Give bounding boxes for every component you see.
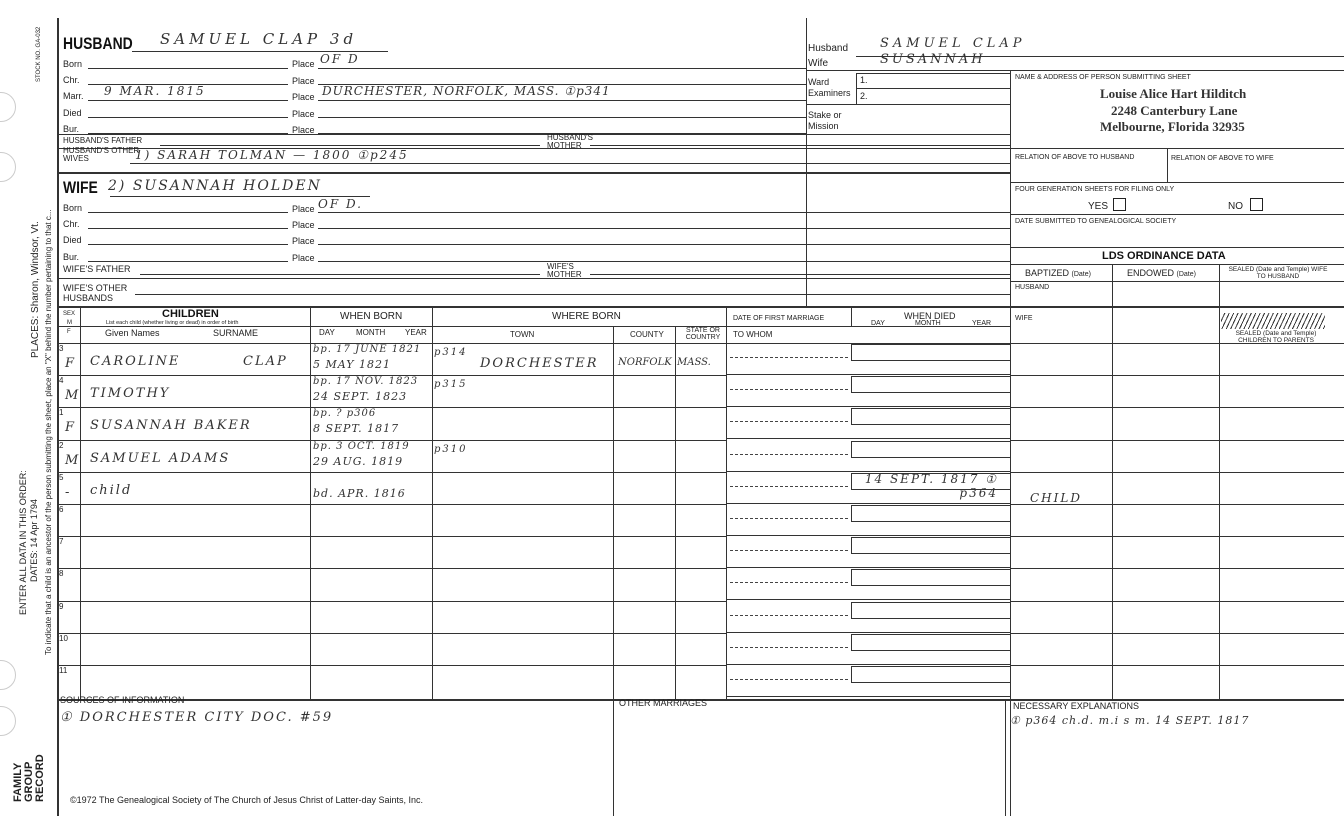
died-line [851, 650, 1010, 651]
child-lds: CHILD [1030, 491, 1082, 505]
place-label: Place [292, 125, 315, 135]
line [318, 68, 806, 69]
child-number: 8 [59, 569, 64, 578]
child-given-name: CAROLINE [90, 354, 181, 369]
wifes-mother-label: WIFE'S MOTHER [547, 262, 582, 279]
line [88, 244, 288, 245]
right-line-1 [1010, 148, 1344, 149]
month-header: MONTH [356, 328, 386, 337]
col-sex [80, 306, 81, 699]
relation-husband-label: RELATION OF ABOVE TO HUSBAND [1015, 154, 1135, 161]
died-divider [851, 634, 852, 650]
child-number: 10 [59, 634, 68, 643]
husband-block-bottom [57, 134, 1010, 135]
died-label: Died [63, 235, 82, 245]
table-row-divider [57, 504, 726, 505]
town-header: TOWN [510, 330, 535, 339]
other-wives-value: 1) SARAH TOLMAN — 1800 ①p245 [135, 148, 409, 162]
other-wives-label: HUSBAND'S OTHER WIVES [63, 146, 140, 163]
marriage-date-dash [730, 518, 848, 519]
place-label: Place [292, 204, 315, 214]
child-ref: p310 [434, 444, 468, 455]
died-divider [851, 344, 852, 360]
lds-row-divider [1010, 504, 1344, 505]
relation-wife-label: RELATION OF ABOVE TO WIFE [1171, 155, 1274, 162]
line [856, 73, 1010, 74]
day-header: DAY [319, 328, 335, 337]
marr-label: Marr. [63, 91, 84, 101]
died-line [851, 618, 1010, 619]
table-row-divider [57, 601, 726, 602]
child-given-name: SAMUEL ADAMS [90, 451, 231, 466]
line [318, 117, 806, 118]
stake-label: Stake or Mission [808, 110, 842, 131]
table-row-divider [57, 665, 726, 666]
line [88, 261, 288, 262]
line [88, 68, 288, 69]
submitter-label: NAME & ADDRESS OF PERSON SUBMITTING SHEET [1015, 74, 1191, 81]
child-death-date: 14 SEPT. 1817 ① p364 [864, 472, 998, 500]
died-divider [851, 441, 852, 457]
husband-born-place: OF D [320, 52, 360, 66]
no-label: NO [1228, 201, 1243, 212]
dates-note: DATES: 14 Apr 1794 [29, 499, 39, 582]
record-title: FAMILY GROUP RECORD [12, 754, 46, 802]
child-ref: p314 [434, 347, 468, 358]
line [88, 133, 288, 134]
child-baptism: bp. 17 JUNE 1821 [313, 344, 422, 355]
col-where [432, 306, 433, 699]
child-number: 4 [59, 376, 64, 385]
table-row-divider [57, 633, 726, 634]
chr-label: Chr. [63, 219, 80, 229]
died-day-header: DAY [871, 320, 885, 327]
when-born-header: WHEN BORN [340, 311, 403, 322]
died-line [851, 505, 1010, 506]
marriage-date-dash [730, 454, 848, 455]
to-whom-line [726, 696, 1010, 697]
table-row-divider [57, 568, 726, 569]
top-wife-value: SUSANNAH [880, 52, 986, 67]
died-line [851, 585, 1010, 586]
child-ref: p315 [434, 379, 468, 390]
state-header: STATE OR COUNTRY [685, 327, 721, 341]
submitter-line-3: Melbourne, Florida 32935 [1100, 119, 1245, 134]
when-died-header: WHEN DIED [904, 311, 956, 321]
child-number: 1 [59, 408, 64, 417]
place-label: Place [292, 236, 315, 246]
child-baptism: bp. 17 NOV. 1823 [313, 376, 419, 387]
marriage-date-dash [730, 647, 848, 648]
county-header: COUNTY [630, 330, 664, 339]
top-husband-value: SAMUEL CLAP [880, 36, 1026, 51]
explanations-divider [1005, 699, 1006, 816]
child-town: DORCHESTER [480, 356, 599, 371]
examiners-label: Examiners [808, 88, 851, 98]
punch-hole [0, 92, 16, 122]
line [318, 228, 1010, 229]
died-divider [851, 666, 852, 682]
died-line [851, 569, 1010, 570]
submitter-line-1: Louise Alice Hart Hilditch [1100, 86, 1247, 101]
died-line [851, 537, 1010, 538]
children-header: CHILDREN [162, 308, 219, 320]
child-given-name: child [90, 483, 133, 498]
line [130, 163, 1010, 164]
born-label: Born [63, 59, 83, 69]
marriage-date-dash [730, 679, 848, 680]
child-sex: F [65, 356, 77, 371]
wife-heading: WIFE [63, 178, 98, 197]
right-line-3 [1010, 214, 1344, 215]
endowed-text: ENDOWED [1127, 268, 1174, 278]
sex-f-header: F [67, 329, 71, 335]
died-line [851, 602, 1010, 603]
died-line [851, 634, 1010, 635]
col-died [851, 306, 852, 326]
child-baptism: bp. ? p306 [313, 408, 377, 419]
husbands-mother-label: HUSBAND'S MOTHER [547, 133, 593, 150]
child-sex: F [65, 420, 77, 435]
died-line [851, 441, 1010, 442]
line [590, 274, 1010, 275]
child-baptism: bp. 3 OCT. 1819 [313, 441, 410, 452]
children-note: List each child (whether living or dead) in order of birth [106, 320, 239, 326]
to-whom-header: TO WHOM [733, 330, 773, 339]
lds-row-divider [1010, 601, 1344, 602]
right-line-4 [1010, 247, 1344, 248]
col-born [310, 306, 311, 699]
child-ancestor-note: To indicate that a child is an ancestor of the person submitting the sheet, place an "X" behind the number pertaining to that c... [44, 209, 53, 655]
died-line [851, 666, 1010, 667]
lds-row-divider [1010, 440, 1344, 441]
marriage-date-dash [730, 582, 848, 583]
line [88, 228, 288, 229]
lds-row-divider [1010, 472, 1344, 473]
line [590, 145, 1010, 146]
top-wife-label: Wife [808, 58, 828, 69]
husbands-father-label: HUSBAND'S FATHER [63, 136, 143, 145]
child-number: 11 [59, 666, 68, 675]
sealed-children-label: SEALED (Date and Temple) CHILDREN TO PARENTS [1235, 330, 1317, 344]
died-label: Died [63, 108, 82, 118]
place-label: Place [292, 109, 315, 119]
line [88, 117, 288, 118]
wife-block-top [57, 172, 1010, 174]
to-whom-line [726, 599, 1010, 600]
punch-hole [0, 660, 16, 690]
child-birth-date: 24 SEPT. 1823 [313, 390, 408, 403]
explanations-label: NECESSARY EXPLANATIONS [1013, 701, 1140, 711]
table-row-divider [57, 407, 726, 408]
col-county [613, 326, 614, 699]
copyright: ©1972 The Genealogical Society of The Church of Jesus Christ of Latter-day Saints, Inc. [70, 795, 423, 805]
lds-wife-label: WIFE [1015, 315, 1033, 322]
given-names-header: Given Names [105, 328, 160, 338]
wife-block-line [57, 278, 1010, 279]
lds-row-divider [1010, 536, 1344, 537]
died-line [851, 360, 1010, 361]
died-divider [851, 505, 852, 521]
sealed-wife-label: SEALED (Date and Temple) WIFE TO HUSBAND [1228, 266, 1328, 280]
examiner-1: 1. [860, 75, 868, 85]
where-born-header: WHERE BORN [552, 311, 621, 322]
first-marriage-header: DATE OF FIRST MARRIAGE [733, 315, 825, 322]
right-line-2 [1010, 182, 1344, 183]
lds-husband-label: HUSBAND [1015, 284, 1050, 291]
child-given-name: SUSANNAH BAKER [90, 418, 252, 433]
punch-hole [0, 706, 16, 736]
date-hint: (Date) [1071, 271, 1091, 278]
yes-checkbox[interactable] [1113, 198, 1126, 211]
date-hint: (Date) [1176, 271, 1196, 278]
husband-heading: HUSBAND [63, 34, 133, 53]
other-marriages-label: OTHER MARRIAGES [619, 698, 708, 708]
marriage-date-dash [730, 389, 848, 390]
year-header: YEAR [405, 328, 427, 337]
hatch-box [1221, 313, 1325, 329]
to-whom-line [726, 632, 1010, 633]
col-state [675, 326, 676, 699]
wife-name: 2) SUSANNAH HOLDEN [108, 178, 322, 194]
other-marriages-divider [613, 699, 614, 816]
died-line [851, 521, 1010, 522]
place-label: Place [292, 220, 315, 230]
child-sex: M [65, 453, 81, 468]
line [806, 104, 1010, 105]
lds-row-divider [1010, 633, 1344, 634]
lds-row-divider [1010, 568, 1344, 569]
no-checkbox[interactable] [1250, 198, 1263, 211]
child-number: 9 [59, 602, 64, 611]
line [318, 212, 1010, 213]
explanations-value: ① p364 ch.d. m.i s m. 14 SEPT. 1817 [1010, 714, 1250, 727]
child-number: 3 [59, 344, 64, 353]
child-surname: CLAP [243, 354, 288, 369]
marriage-date-dash [730, 357, 848, 358]
child-birth-date: 5 MAY 1821 [313, 358, 392, 371]
line [88, 100, 288, 101]
died-divider [851, 537, 852, 553]
enter-all-data-note: ENTER ALL DATA IN THIS ORDER: [18, 470, 28, 615]
examiner-2: 2. [860, 91, 868, 101]
right-line-5 [1010, 264, 1344, 265]
lds-title: LDS ORDINANCE DATA [1102, 250, 1226, 262]
table-row-divider [57, 472, 726, 473]
to-whom-line [726, 535, 1010, 536]
top-husband-label: Husband [808, 43, 849, 54]
line [160, 145, 540, 146]
sex-m-header: M [67, 320, 72, 326]
yes-label: YES [1088, 201, 1109, 212]
child-sex: - [65, 485, 72, 500]
died-line [851, 682, 1010, 683]
sources-label: SOURCES OF INFORMATION [60, 695, 185, 705]
to-whom-line [726, 503, 1010, 504]
died-line [851, 553, 1010, 554]
husband-name: SAMUEL CLAP 3d [160, 30, 358, 48]
date-submitted-label: DATE SUBMITTED TO GENEALOGICAL SOCIETY [1015, 218, 1177, 225]
wife-born-place: OF D. [318, 197, 363, 211]
died-line [851, 457, 1010, 458]
died-divider [851, 376, 852, 392]
line [318, 261, 1010, 262]
submitter-line-2: 2248 Canterbury Lane [1111, 103, 1238, 118]
wife-block-bottom [57, 306, 1344, 308]
child-birth-date: bd. APR. 1816 [313, 487, 406, 500]
died-line [851, 424, 1010, 425]
child-county: NORFOLK [618, 357, 672, 368]
child-number: 5 [59, 473, 64, 482]
line [135, 294, 1010, 295]
wifes-other-husbands-label: WIFE'S OTHER HUSBANDS [63, 283, 128, 303]
child-birth-date: 29 AUG. 1819 [313, 455, 404, 468]
marriage-date: 9 MAR. 1815 [104, 84, 206, 98]
line [318, 244, 1010, 245]
sources-value: ① DORCHESTER CITY DOC. #59 [60, 710, 334, 725]
child-state: MASS. [677, 357, 711, 368]
died-year-header: YEAR [972, 320, 992, 327]
bur-label: Bur. [63, 252, 80, 262]
top-right-line [806, 70, 1344, 71]
place-label: Place [292, 253, 315, 263]
to-whom-line [726, 374, 1010, 375]
ward-label: Ward [808, 77, 830, 87]
died-month-header: MONTH [915, 320, 941, 327]
place-label: Place [292, 92, 315, 102]
died-line [851, 376, 1010, 377]
lds-row-divider [1010, 665, 1344, 666]
child-sex: M [65, 388, 81, 403]
marriage-date-dash [730, 615, 848, 616]
died-divider [851, 408, 852, 424]
place-label: Place [292, 76, 315, 86]
endowed-label [1127, 269, 1196, 278]
died-line [851, 408, 1010, 409]
place-label: Place [292, 59, 315, 69]
born-label: Born [63, 203, 83, 213]
marriage-place: DURCHESTER, NORFOLK, MASS. ①p341 [322, 84, 611, 98]
died-divider [851, 569, 852, 585]
child-number: 7 [59, 537, 64, 546]
stock-number: STOCK NO. GA-032 [36, 26, 42, 82]
to-whom-line [726, 438, 1010, 439]
line [140, 274, 540, 275]
marriage-date-dash [730, 486, 848, 487]
died-divider [851, 473, 852, 489]
lds-row-divider [1010, 407, 1344, 408]
line [856, 88, 1010, 89]
chr-label: Chr. [63, 75, 80, 85]
child-birth-date: 8 SEPT. 1817 [313, 422, 400, 435]
child-given-name: TIMOTHY [90, 386, 171, 401]
punch-hole [0, 152, 16, 182]
to-whom-line [726, 567, 1010, 568]
marriage-date-dash [730, 421, 848, 422]
surname-header: SURNAME [213, 328, 259, 338]
child-number: 2 [59, 441, 64, 450]
to-whom-line [726, 664, 1010, 665]
to-whom-line [726, 406, 1010, 407]
marriage-date-dash [730, 550, 848, 551]
line [318, 100, 806, 101]
lds-row-divider [1010, 375, 1344, 376]
table-row-divider [57, 536, 726, 537]
died-line [851, 344, 1010, 345]
died-divider [851, 602, 852, 618]
header-row-2 [57, 343, 1344, 344]
ward-divider [856, 74, 857, 104]
line [88, 212, 288, 213]
four-gen-label: FOUR GENERATION SHEETS FOR FILING ONLY [1015, 186, 1175, 193]
form-left-border [57, 18, 59, 816]
right-line-6 [1010, 281, 1344, 282]
bur-label: Bur. [63, 124, 80, 134]
baptized-label [1025, 269, 1091, 278]
rel-divider [1167, 148, 1168, 182]
sex-header: SEX [63, 311, 76, 317]
places-note: PLACES: Sharon, Windsor, Vt. [30, 221, 41, 358]
died-line [851, 392, 1010, 393]
baptized-text: BAPTIZED [1025, 268, 1070, 278]
child-number: 6 [59, 505, 64, 514]
wifes-father-label: WIFE'S FATHER [63, 264, 131, 274]
